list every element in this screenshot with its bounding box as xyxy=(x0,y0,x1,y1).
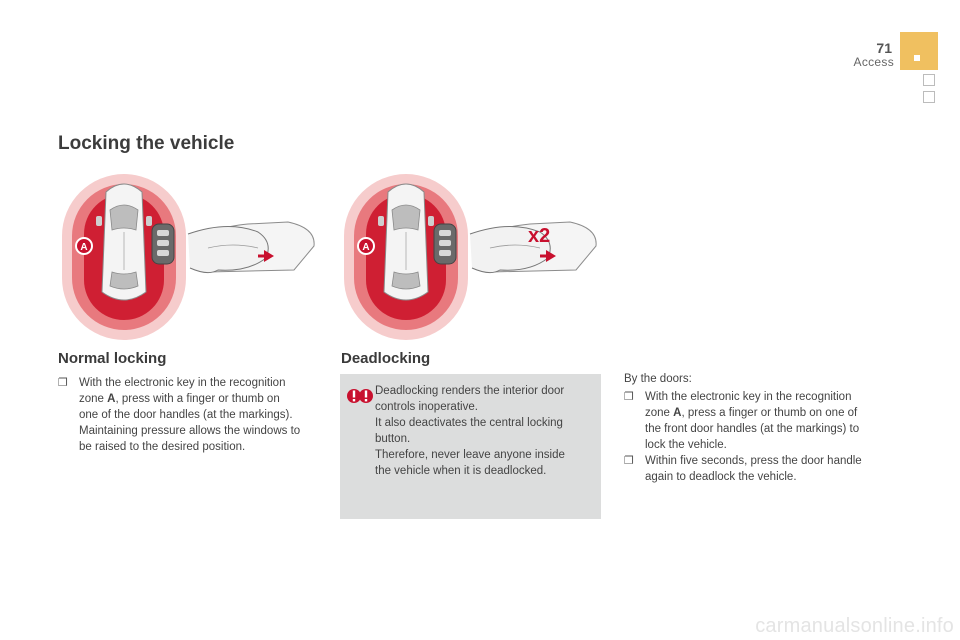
warning-text xyxy=(375,383,590,479)
deadlocking-steps xyxy=(624,389,894,485)
warning-line: button. xyxy=(375,433,411,445)
step-line: lock the vehicle. xyxy=(645,439,727,451)
bullet-checkbox-icon: ❐ xyxy=(58,377,68,389)
step-line: be raised to the desired position. xyxy=(79,441,246,453)
bullet-checkbox-icon: ❐ xyxy=(624,455,634,467)
warning-line: Therefore, never leave anyone inside xyxy=(375,449,565,461)
step-text: , press a finger or thumb on one of xyxy=(681,407,858,419)
step-line xyxy=(79,391,328,407)
step-line: Maintaining pressure allows the windows to xyxy=(79,425,301,437)
double-press-label: x2 xyxy=(528,225,551,247)
zone-a-badge xyxy=(76,238,92,254)
deadlocking-heading: Deadlocking xyxy=(341,350,431,367)
warning-line: Deadlocking renders the interior door xyxy=(375,385,565,397)
section-tab-next-2 xyxy=(923,91,935,103)
section-tab-next xyxy=(923,74,935,86)
step-line: again to deadlock the vehicle. xyxy=(645,471,797,483)
zone-a-badge xyxy=(358,238,374,254)
list-item xyxy=(58,375,328,455)
page-number: 71 xyxy=(876,40,892,56)
zone-reference: A xyxy=(673,407,682,419)
tab-dot xyxy=(914,55,920,61)
bullet-checkbox-icon: ❐ xyxy=(624,391,634,403)
warning-line: the vehicle when it is deadlocked. xyxy=(375,465,547,477)
hand-on-door-handle-icon xyxy=(188,222,314,273)
list-item xyxy=(624,453,894,485)
warning-exclamation-icon xyxy=(347,386,373,406)
normal-locking-heading: Normal locking xyxy=(58,350,167,367)
list-item xyxy=(624,389,894,453)
step-text: zone xyxy=(79,393,108,405)
step-text: , press with a finger or thumb on xyxy=(115,393,280,405)
deadlocking-warning-box xyxy=(340,374,601,519)
normal-locking-steps xyxy=(58,375,328,455)
zone-a-letter: A xyxy=(362,242,370,253)
zone-a-letter: A xyxy=(80,242,88,253)
section-label: Access xyxy=(853,55,894,69)
step-text: zone xyxy=(645,407,674,419)
electronic-key-icon xyxy=(152,224,174,264)
normal-locking-illustration xyxy=(58,172,320,342)
zone-reference: A xyxy=(107,393,116,405)
electronic-key-icon xyxy=(434,224,456,264)
warning-line: controls inoperative. xyxy=(375,401,478,413)
section-tab-active xyxy=(900,32,938,70)
warning-line: It also deactivates the central locking xyxy=(375,417,563,429)
step-line: one of the door handles (at the markings). xyxy=(79,409,293,421)
step-line: the front door handles (at the markings) to xyxy=(645,423,860,435)
step-line xyxy=(645,405,894,421)
step-line: Within five seconds, press the door handle xyxy=(645,455,862,467)
step-line: With the electronic key in the recognition xyxy=(79,377,286,389)
deadlocking-illustration xyxy=(340,172,602,342)
doors-intro: By the doors: xyxy=(624,373,692,385)
footer-watermark: carmanualsonline.info xyxy=(755,615,954,637)
step-line: With the electronic key in the recognition xyxy=(645,391,852,403)
page-title: Locking the vehicle xyxy=(58,133,235,154)
